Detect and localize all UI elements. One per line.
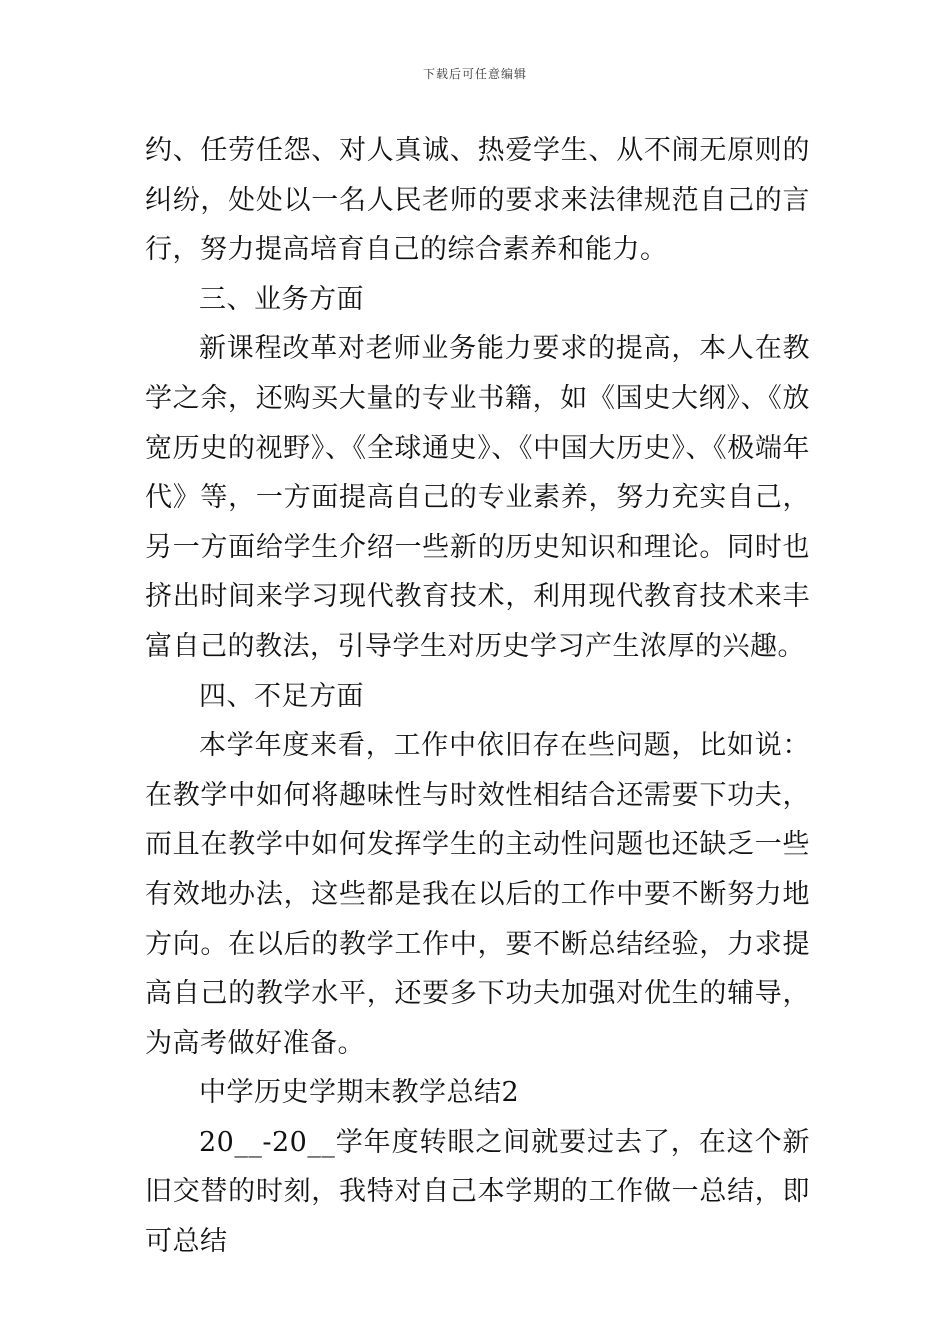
paragraph-1: 约、任劳任怨、对人真诚、热爱学生、从不闹无原则的纠纷，处处以一名人民老师的要求来法律规范自己的言行，努力提高培育自己的综合素养和能力。 [145, 135, 810, 266]
document-title-2: 中学历史学期末教学总结2 [199, 1077, 520, 1109]
section-heading-3: 三、业务方面 [199, 283, 364, 315]
page-header: 下载后可任意编辑 [422, 67, 527, 81]
paragraph-3: 本学年度来看，工作中依旧存在些问题，比如说：在教学中如何将趣味性与时效性相结合还需要下功夫，而且在教学中如何发挥学生的主动性问题也还缺乏一些有效地办法，这些都是我在以后的工作中要不断努力地方向。在以后的教学工作中，要不断总结经验，力求提高自己的教学水平，还要多下功夫加强对优生的辅导，为高考做好准备。 [145, 730, 810, 1059]
section-heading-4: 四、不足方面 [199, 680, 364, 712]
paragraph-2: 新课程改革对老师业务能力要求的提高，本人在教学之余，还购买大量的专业书籍，如《国史大纲》、《放宽历史的视野》、《全球通史》、《中国大历史》、《极端年代》等，一方面提高自己的专业素养，努力充实自己，另一方面给学生介绍一些新的历史知识和理论。同时也挤出时间来学习现代教育技术，利用现代教育技术来丰富自己的教法，引导学生对历史学习产生浓厚的兴趣。 [145, 333, 810, 662]
document-body [145, 126, 810, 1267]
paragraph-4: 20__-20__学年度转眼之间就要过去了，在这个新旧交替的时刻，我特对自己本学期的工作做一总结，即可总结 [145, 1126, 810, 1258]
